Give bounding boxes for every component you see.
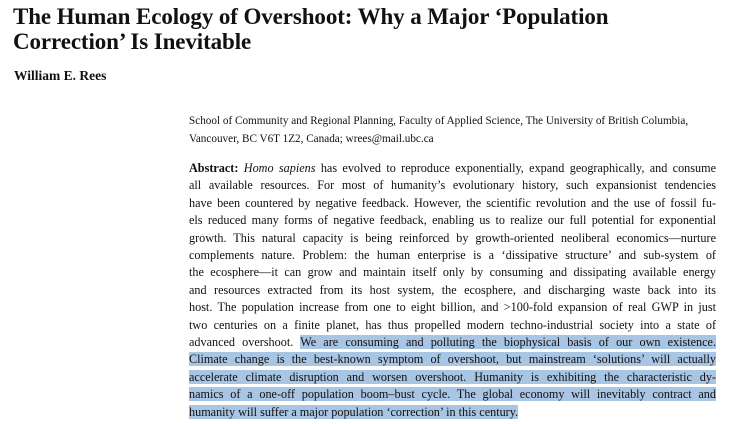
highlighted-text[interactable]: We are consuming and polluting the biophysical basis of our own existence. bbox=[300, 335, 717, 350]
abstract-line: host. The population increase from one to eight billion, and >100-fold expansion of real GWP in just bbox=[189, 300, 716, 315]
abstract-line: the ecosphere—it can grow and maintain itself only by consuming and dissipating available energy bbox=[189, 265, 716, 280]
abstract-line bbox=[189, 351, 716, 368]
paper-title bbox=[13, 4, 733, 54]
abstract-line bbox=[189, 404, 716, 421]
abstract-line-text: advanced overshoot. bbox=[189, 335, 301, 350]
abstract-line: all available resources. For most of humanity’s evolutionary history, such expansionist tendencies bbox=[189, 178, 716, 193]
affiliation bbox=[189, 112, 729, 148]
abstract-line-text: has evolved to reproduce exponentially, expand geographically, and consume bbox=[315, 161, 717, 175]
abstract-line bbox=[189, 386, 716, 403]
title-line-1: The Human Ecology of Overshoot: Why a Major ‘Population bbox=[13, 4, 609, 29]
abstract-line: two centuries on a finite planet, has thus propelled modern techno-industrial society into a state of bbox=[189, 317, 716, 332]
affiliation-line-2: Vancouver, BC V6T 1Z2, Canada; wrees@mail.ubc.ca bbox=[189, 133, 434, 145]
abstract-line: growth. This natural capacity is being reinforced by growth-oriented neoliberal economics—nurture bbox=[189, 230, 716, 245]
abstract-line bbox=[189, 334, 716, 351]
highlighted-text[interactable]: accelerate climate disruption and worsen overshoot. Humanity is exhibiting the characteristic dy- bbox=[189, 369, 716, 384]
highlighted-text[interactable]: Climate change is the best-known symptom of overshoot, but mainstream ‘solutions’ will actually bbox=[189, 352, 716, 367]
title-line-2: Correction’ Is Inevitable bbox=[13, 29, 252, 54]
abstract-line: have been countered by negative feedback. However, the scientific revolution and the use of fossil fu- bbox=[189, 195, 716, 210]
author-name: William E. Rees bbox=[14, 68, 107, 83]
highlighted-text[interactable]: namics of a one-off population boom–bust cycle. The global economy will inevitably contract and bbox=[189, 387, 716, 402]
affiliation-line-1: School of Community and Regional Planning, Faculty of Applied Science, The University of British Columbia, bbox=[189, 115, 689, 127]
abstract-line bbox=[189, 369, 716, 386]
abstract bbox=[189, 160, 716, 421]
abstract-italic-term: Homo sapiens bbox=[243, 161, 316, 175]
abstract-line: and resources extracted from its host system, the ecosphere, and discharging waste back into its bbox=[189, 282, 716, 297]
highlighted-text[interactable]: humanity will suffer a major population ‘correction’ in this century. bbox=[189, 404, 519, 419]
abstract-line: els reduced many forms of negative feedback, enabling us to realize our full potential for exponential bbox=[189, 213, 716, 228]
abstract-label: Abstract: bbox=[189, 161, 239, 175]
abstract-line bbox=[189, 160, 716, 177]
abstract-line: complements nature. Problem: the human enterprise is a ‘dissipative structure’ and sub-system of bbox=[189, 248, 716, 263]
